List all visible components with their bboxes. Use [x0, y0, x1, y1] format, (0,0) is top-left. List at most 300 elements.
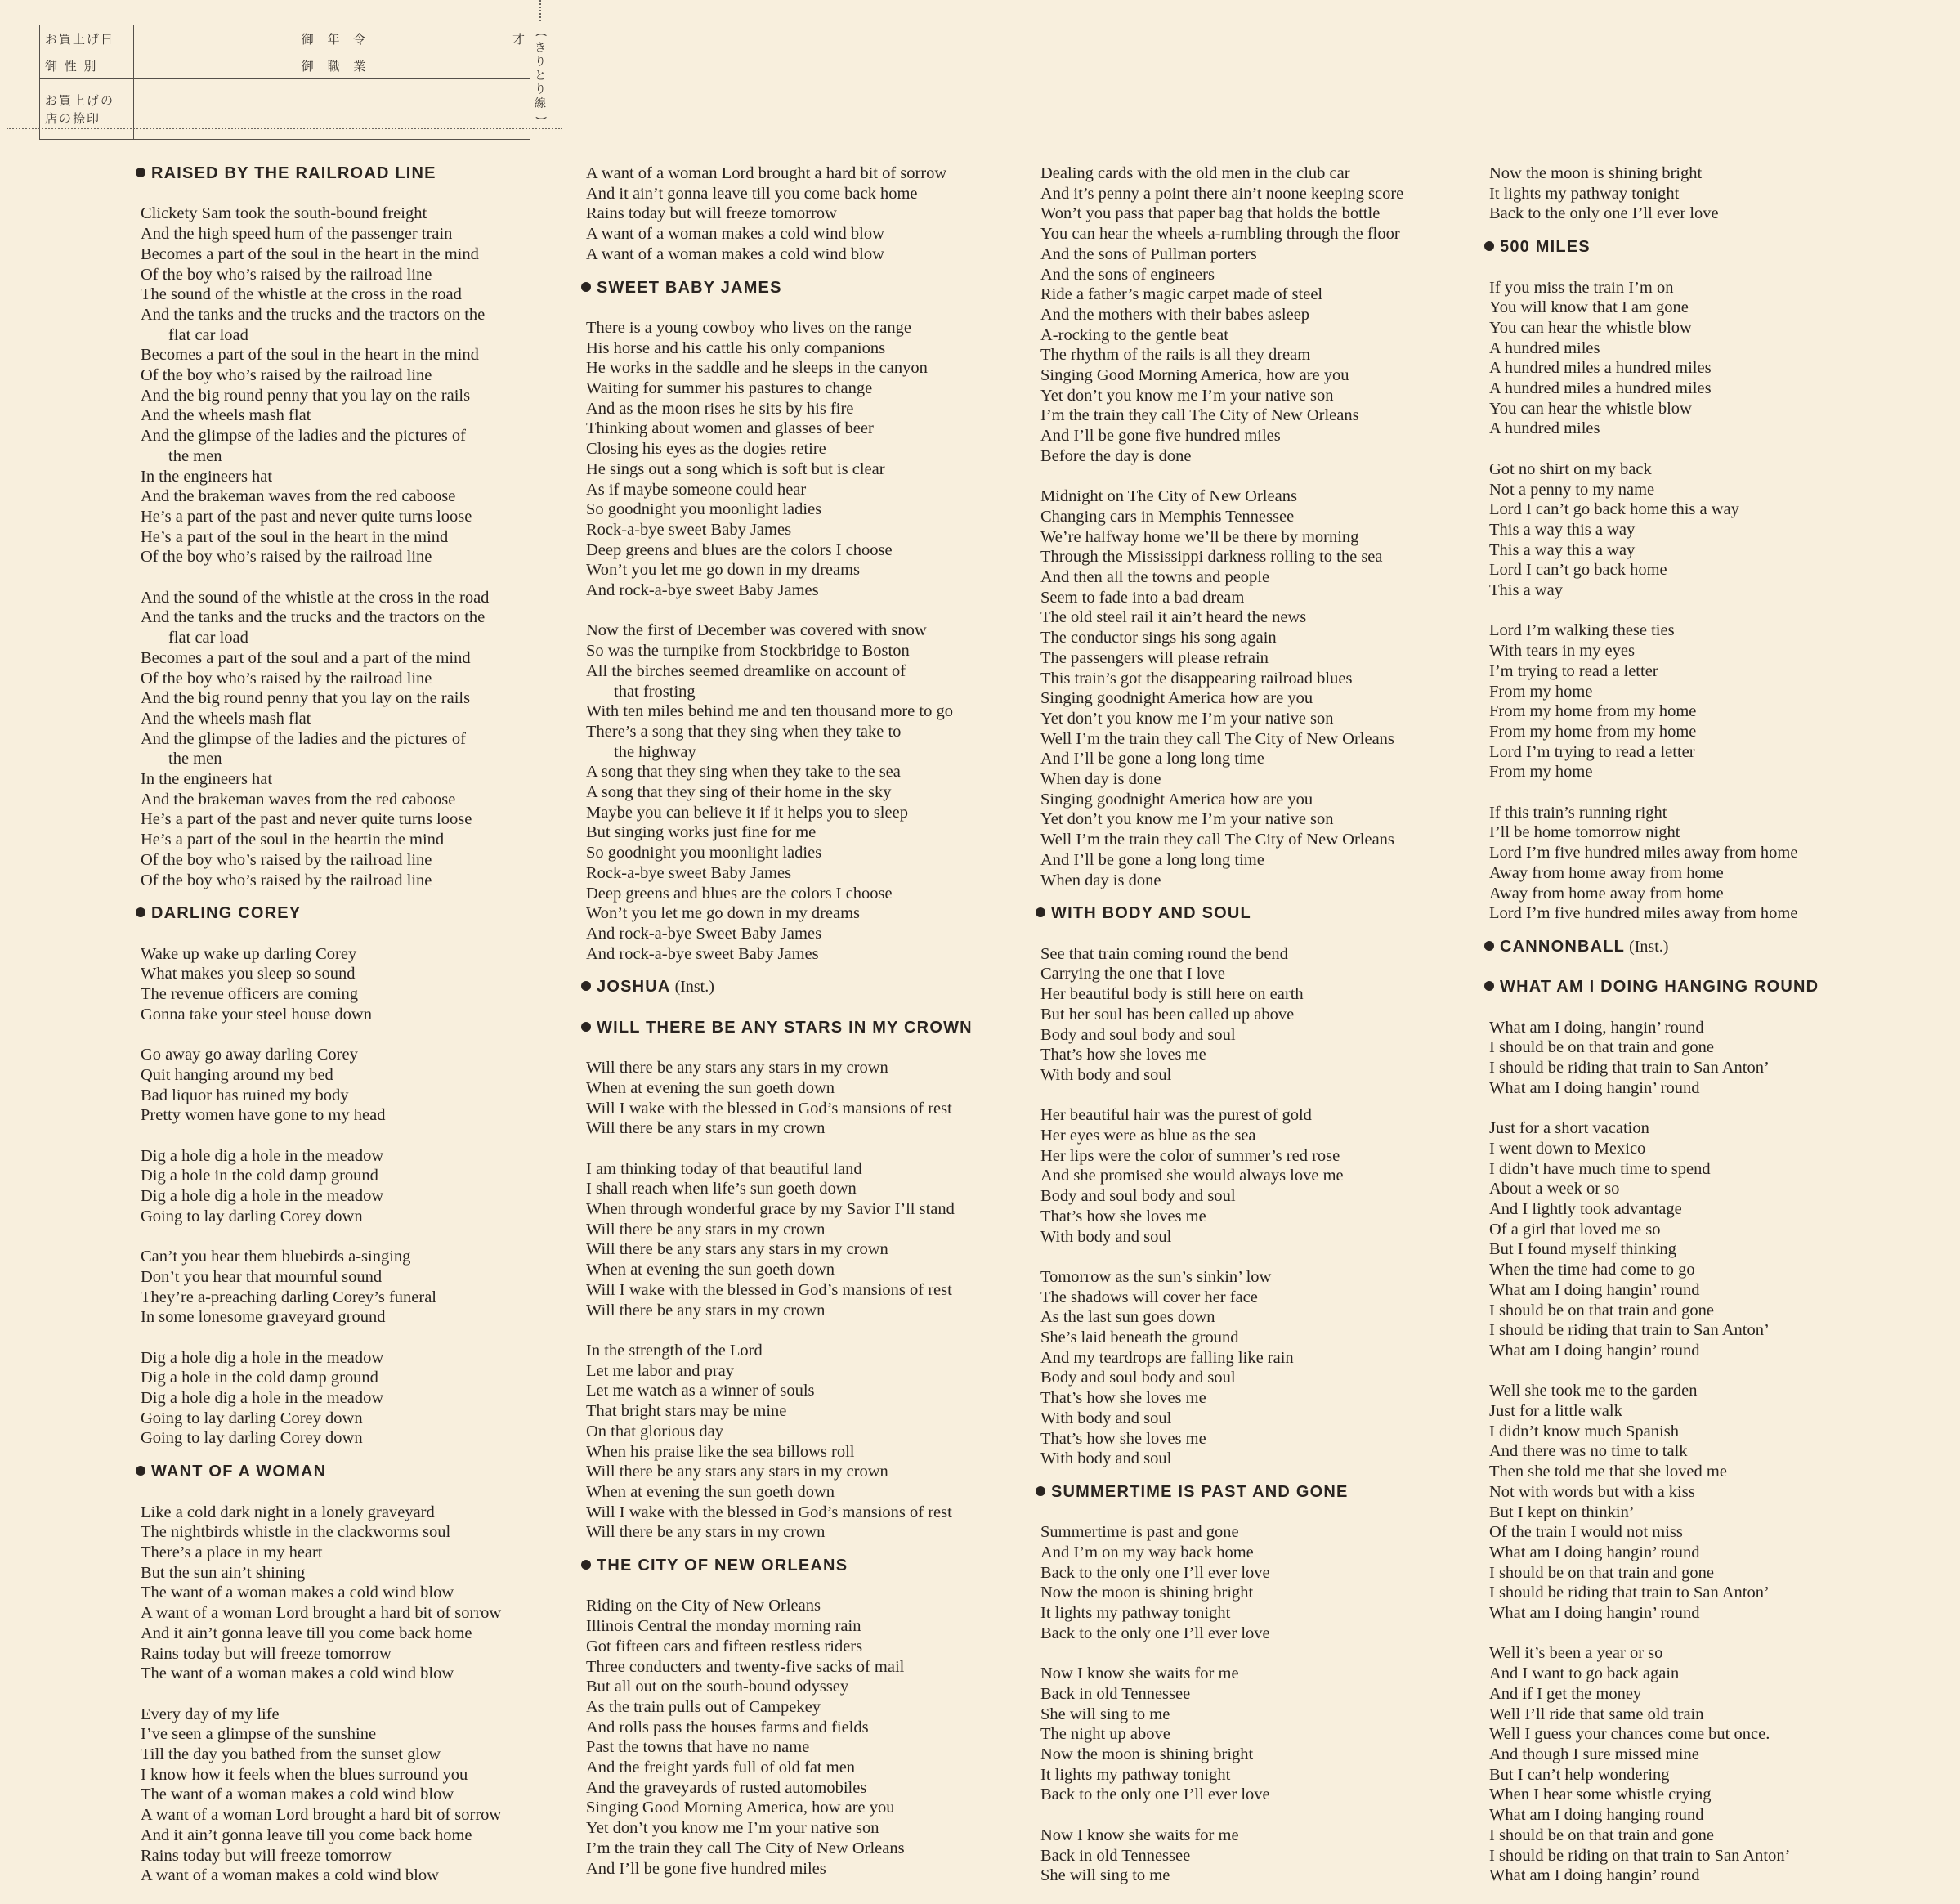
- purchase-date-field[interactable]: [134, 25, 289, 52]
- lyric-line: What am I doing hangin’ round: [1489, 1280, 1700, 1299]
- lyric-line: flat car load: [168, 629, 248, 647]
- lyric-line: Can’t you hear them bluebirds a-singing: [141, 1248, 411, 1266]
- lyric-line: A want of a woman makes a cold wind blow: [586, 225, 884, 244]
- stanza: [141, 588, 582, 891]
- stanza: [586, 1341, 1031, 1543]
- lyric-line: If this train’s running right: [1489, 803, 1667, 822]
- lyric-line: I should be on that train and gone: [1489, 1563, 1714, 1582]
- lyric-line: Back to the only one I’ll ever love: [1040, 1624, 1270, 1642]
- lyric-line: A want of a woman Lord brought a hard bit of sorrow: [141, 1604, 502, 1623]
- store-stamp-label: [40, 79, 134, 140]
- lyric-line: Dealing cards with the old men in the club car: [1040, 164, 1350, 182]
- lyric-line: What am I doing hangin’ round: [1489, 1078, 1700, 1097]
- stanza: [1489, 459, 1947, 601]
- lyric-line: A song that they sing of their home in the sky: [586, 783, 892, 802]
- lyric-line: I know how it feels when the blues surround you: [141, 1765, 468, 1784]
- lyric-line: the men: [168, 750, 222, 768]
- lyric-line: What am I doing hangin’ round: [1489, 1866, 1700, 1885]
- song-title: [1036, 1482, 1482, 1503]
- lyric-line: When at evening the sun goeth down: [586, 1482, 835, 1501]
- lyric-line: And the wheels mash flat: [141, 709, 311, 728]
- lyric-line: Just for a little walk: [1489, 1402, 1622, 1421]
- song-title: [581, 977, 1031, 997]
- song-title: [136, 1462, 582, 1482]
- lyric-line: Lord I can’t go back home this a way: [1489, 500, 1739, 519]
- lyric-line: And rock-a-bye sweet Baby James: [586, 944, 819, 963]
- lyric-line: Now I know she waits for me: [1040, 1664, 1239, 1683]
- lyric-line: Gonna take your steel house down: [141, 1005, 372, 1024]
- lyric-line: But I can’t help wondering: [1489, 1765, 1670, 1784]
- lyric-line: flat car load: [168, 325, 248, 344]
- stanza: [1489, 620, 1947, 782]
- lyric-line: A song that they sing when they take to the sea: [586, 763, 901, 782]
- lyric-line: Now the moon is shining bright: [1040, 1584, 1254, 1602]
- stanza: [1489, 803, 1947, 924]
- lyric-line: And the tanks and the trucks and the tractors on the: [141, 305, 486, 324]
- stanza: [1489, 1018, 1947, 1099]
- lyric-line: Riding on the City of New Orleans: [586, 1597, 821, 1615]
- lyric-line: A hundred miles a hundred miles: [1489, 379, 1712, 398]
- lyric-line: Till the day you bathed from the sunset glow: [141, 1745, 441, 1763]
- lyric-line: Body and soul body and soul: [1040, 1187, 1236, 1206]
- lyric-line: This train’s got the disappearing railroad blues: [1040, 669, 1353, 688]
- lyric-line: Not a penny to my name: [1489, 480, 1655, 499]
- lyric-line: When at evening the sun goeth down: [586, 1078, 835, 1097]
- song-title-text: WILL THERE BE ANY STARS IN MY CROWN: [597, 1018, 973, 1037]
- bullet-icon: [1036, 907, 1045, 917]
- lyric-line: And the freight yards full of old fat men: [586, 1758, 856, 1777]
- lyric-line: With body and soul: [1040, 1409, 1172, 1427]
- stanza: [1489, 164, 1947, 224]
- lyric-line: Ride a father’s magic carpet made of steel: [1040, 285, 1323, 304]
- bullet-icon: [136, 907, 145, 917]
- lyric-line: In the engineers hat: [141, 770, 273, 789]
- lyric-line: Just for a short vacation: [1489, 1119, 1649, 1138]
- lyric-line: As if maybe someone could hear: [586, 480, 807, 499]
- lyric-line: And I’ll be gone a long long time: [1040, 850, 1264, 869]
- song-title-text: 500 MILES: [1500, 238, 1591, 257]
- lyric-line: And rock-a-bye sweet Baby James: [586, 581, 819, 600]
- lyric-line: Waiting for summer his pastures to change: [586, 379, 873, 398]
- lyric-line: In some lonesome graveyard ground: [141, 1308, 386, 1327]
- lyric-line: His horse and his cattle his only companions: [586, 338, 886, 357]
- lyric-line: Now the first of December was covered with snow: [586, 621, 927, 640]
- lyric-line: Will there be any stars any stars in my crown: [586, 1240, 888, 1259]
- lyric-line: Will there be any stars any stars in my crown: [586, 1463, 888, 1481]
- song-title: [581, 278, 1031, 298]
- lyric-line: It lights my pathway tonight: [1489, 184, 1680, 203]
- lyric-line: The old steel rail it ain’t heard the news: [1040, 608, 1307, 627]
- lyric-line: You can hear the whistle blow: [1489, 399, 1692, 418]
- stanza: [1040, 944, 1482, 1086]
- lyric-line: Back to the only one I’ll ever love: [1489, 204, 1719, 223]
- lyric-line: Becomes a part of the soul in the heart in the mind: [141, 346, 479, 365]
- lyric-line: From my home from my home: [1489, 702, 1697, 721]
- lyric-line: He’s a part of the soul in the heartin the mind: [141, 831, 445, 849]
- song-title-text: WHAT AM I DOING HANGING ROUND: [1500, 978, 1819, 997]
- lyric-line: The nightbirds whistle in the clackworms soul: [141, 1523, 451, 1542]
- lyric-line: Pretty women have gone to my head: [141, 1106, 386, 1125]
- lyric-line: Dig a hole dig a hole in the meadow: [141, 1348, 384, 1367]
- lyric-line: Dig a hole in the cold damp ground: [141, 1369, 378, 1387]
- lyric-line: A want of a woman makes a cold wind blow: [141, 1866, 439, 1885]
- stanza: [586, 620, 1031, 964]
- lyric-line: I should be on that train and gone: [1489, 1301, 1714, 1319]
- stanza: [1489, 1118, 1947, 1360]
- bullet-icon: [1484, 241, 1494, 251]
- song-block: [1040, 1482, 1482, 1886]
- song-title: [136, 164, 582, 184]
- lyric-line: With ten miles behind me and ten thousand more to go: [586, 702, 953, 721]
- lyric-line: Won’t you let me go down in my dreams: [586, 904, 861, 923]
- lyric-line: And if I get the money: [1489, 1684, 1642, 1703]
- lyric-line: The want of a woman makes a cold wind blow: [141, 1664, 454, 1683]
- age-field[interactable]: [383, 25, 530, 52]
- stanza: [1489, 1643, 1947, 1885]
- bullet-icon: [581, 1022, 591, 1032]
- cut-line-glyph: 線: [535, 97, 546, 110]
- lyric-line: Away from home away from home: [1489, 863, 1724, 882]
- song-title-text: DARLING COREY: [151, 904, 302, 923]
- lyric-line: And my teardrops are falling like rain: [1040, 1348, 1294, 1367]
- stanza: [1040, 1522, 1482, 1643]
- lyric-line: And then all the towns and people: [1040, 568, 1270, 587]
- lyric-line: Closing his eyes as the dogies retire: [586, 440, 826, 459]
- lyric-line: Deep greens and blues are the colors I choose: [586, 884, 893, 903]
- occupation-field[interactable]: [383, 52, 530, 79]
- song-title: [1484, 937, 1947, 957]
- age-unit: 才: [512, 31, 525, 47]
- lyrics-column-3: [1040, 164, 1482, 1899]
- lyric-line: that frosting: [614, 682, 696, 701]
- lyric-line: And I lightly took advantage: [1489, 1200, 1682, 1219]
- lyric-line: But all out on the south-bound odyssey: [586, 1678, 849, 1696]
- cut-line-glyph: (: [534, 32, 548, 38]
- lyric-line: Well it’s been a year or so: [1489, 1644, 1663, 1663]
- lyric-line: Well I’ll ride that same old train: [1489, 1705, 1704, 1723]
- lyric-line: There’s a song that they sing when they take to: [586, 722, 902, 741]
- lyric-line: They’re a-preaching darling Corey’s funeral: [141, 1288, 437, 1306]
- lyric-line: Every day of my life: [141, 1705, 280, 1723]
- lyric-line: Lord I’m five hundred miles away from home: [1489, 904, 1798, 923]
- lyric-line: Of the train I would not miss: [1489, 1523, 1683, 1542]
- lyric-line: And the high speed hum of the passenger train: [141, 225, 453, 244]
- song-title: [1484, 237, 1947, 258]
- lyric-line: He’s a part of the past and never quite turns loose: [141, 810, 472, 829]
- lyric-line: Wake up wake up darling Corey: [141, 944, 357, 963]
- lyric-line: What am I doing hangin’ round: [1489, 1341, 1700, 1360]
- stanza: [586, 164, 1031, 265]
- stanza: [1040, 486, 1482, 890]
- lyric-line: That bright stars may be mine: [586, 1402, 787, 1421]
- lyric-line: I went down to Mexico: [1489, 1139, 1646, 1158]
- lyric-line: And rolls pass the houses farms and fields: [586, 1718, 869, 1736]
- bullet-icon: [1484, 941, 1494, 951]
- lyric-line: Rock-a-bye sweet Baby James: [586, 863, 792, 882]
- lyric-line: I’m trying to read a letter: [1489, 661, 1658, 680]
- lyric-line: When I hear some whistle crying: [1489, 1785, 1712, 1804]
- lyric-line: Lord I’m five hundred miles away from home: [1489, 844, 1798, 862]
- lyric-line: Well I’m the train they call The City of New Orleans: [1040, 729, 1394, 748]
- song-title: [581, 1018, 1031, 1038]
- lyric-line: Back in old Tennessee: [1040, 1684, 1191, 1703]
- cut-line-glyph: り: [535, 56, 546, 69]
- bullet-icon: [136, 168, 145, 177]
- lyric-line: Dig a hole dig a hole in the meadow: [141, 1187, 384, 1206]
- lyric-line: Back to the only one I’ll ever love: [1040, 1785, 1270, 1804]
- lyric-line: I shall reach when life’s sun goeth down: [586, 1180, 857, 1198]
- lyric-line: Clickety Sam took the south-bound freight: [141, 204, 427, 223]
- purchase-date-label: お買上げ日: [40, 25, 134, 52]
- lyric-line: What am I doing, hangin’ round: [1489, 1018, 1704, 1037]
- lyric-line: This a way this a way: [1489, 540, 1636, 559]
- lyric-line: That’s how she loves me: [1040, 1389, 1206, 1408]
- lyric-line: the men: [168, 446, 222, 465]
- lyric-line: Quit hanging around my bed: [141, 1065, 333, 1084]
- gender-field[interactable]: [134, 52, 289, 79]
- lyric-line: And the brakeman waves from the red caboose: [141, 790, 456, 809]
- stanza: [141, 1045, 582, 1126]
- lyric-line: Her beautiful body is still here on earth: [1040, 985, 1304, 1004]
- lyric-line: Her lips were the color of summer’s red rose: [1040, 1146, 1340, 1165]
- lyric-line: Lord I’m trying to read a letter: [1489, 742, 1695, 761]
- lyric-line: Got no shirt on my back: [1489, 459, 1652, 478]
- stanza: [141, 1503, 582, 1684]
- lyric-line: Going to lay darling Corey down: [141, 1409, 363, 1427]
- lyric-line: And the sons of Pullman porters: [1040, 244, 1257, 263]
- lyric-line: Will there be any stars any stars in my crown: [586, 1059, 888, 1077]
- lyric-line: Will there be any stars in my crown: [586, 1119, 826, 1138]
- lyric-line: Going to lay darling Corey down: [141, 1207, 363, 1225]
- store-stamp-field[interactable]: [134, 79, 530, 140]
- song-block: [1040, 164, 1482, 890]
- bullet-icon: [581, 981, 591, 991]
- song-block: [586, 1018, 1031, 1543]
- lyric-line: Body and soul body and soul: [1040, 1369, 1236, 1387]
- lyric-line: And the tanks and the trucks and the tractors on the: [141, 608, 486, 627]
- lyric-line: You can hear the whistle blow: [1489, 318, 1692, 337]
- purchase-form: [39, 25, 530, 140]
- cut-line-top: [539, 0, 541, 21]
- stanza: [586, 318, 1031, 601]
- lyric-line: That’s how she loves me: [1040, 1429, 1206, 1448]
- cut-line-glyph: と: [535, 69, 546, 83]
- lyric-line: With body and soul: [1040, 1227, 1172, 1246]
- lyric-line: When day is done: [1040, 871, 1161, 889]
- lyric-line: That’s how she loves me: [1040, 1207, 1206, 1225]
- lyric-line: He sings out a song which is soft but is clear: [586, 459, 885, 478]
- lyric-line: Dig a hole dig a hole in the meadow: [141, 1389, 384, 1408]
- lyric-line: A want of a woman makes a cold wind blow: [586, 244, 884, 263]
- store-stamp-label-line2: 店の捺印: [45, 110, 101, 126]
- lyric-line: Yet don’t you know me I’m your native son: [586, 1819, 879, 1838]
- lyric-line: And the big round penny that you lay on the rails: [141, 386, 471, 405]
- lyric-line: Bad liquor has ruined my body: [141, 1086, 349, 1104]
- lyric-line: With body and soul: [1040, 1449, 1172, 1468]
- song-block: [1489, 937, 1947, 957]
- lyric-line: The sound of the whistle at the cross in the road: [141, 285, 462, 304]
- lyric-line: It lights my pathway tonight: [1040, 1604, 1231, 1623]
- lyric-line: This a way: [1489, 581, 1563, 600]
- lyric-line: Changing cars in Memphis Tennessee: [1040, 507, 1295, 526]
- lyric-line: I’ll be home tomorrow night: [1489, 823, 1680, 842]
- lyric-line: Going to lay darling Corey down: [141, 1429, 363, 1448]
- lyric-line: Singing goodnight America how are you: [1040, 689, 1313, 708]
- lyric-line: The conductor sings his song again: [1040, 629, 1277, 647]
- lyric-line: Well I guess your chances come but once.: [1489, 1725, 1770, 1744]
- lyric-line: He’s a part of the past and never quite turns loose: [141, 507, 472, 526]
- lyric-line: Rains today but will freeze tomorrow: [586, 204, 837, 223]
- lyric-line: When his praise like the sea billows roll: [586, 1442, 855, 1461]
- lyric-line: Rains today but will freeze tomorrow: [141, 1644, 392, 1663]
- lyric-line: the highway: [614, 742, 696, 761]
- song-title-text: THE CITY OF NEW ORLEANS: [597, 1557, 848, 1575]
- lyric-line: Rock-a-bye sweet Baby James: [586, 520, 792, 539]
- lyric-line: There is a young cowboy who lives on the range: [586, 318, 911, 337]
- lyric-line: Now the moon is shining bright: [1040, 1745, 1254, 1764]
- lyric-line: This a way this a way: [1489, 520, 1636, 539]
- lyric-line: Will I wake with the blessed in God’s mansions of rest: [586, 1503, 952, 1521]
- lyric-line: I should be on that train and gone: [1489, 1826, 1714, 1844]
- lyric-line: Her eyes were as blue as the sea: [1040, 1127, 1256, 1145]
- lyric-line: I didn’t have much time to spend: [1489, 1159, 1711, 1178]
- song-title-text: WITH BODY AND SOUL: [1051, 904, 1251, 923]
- stanza: [586, 1058, 1031, 1139]
- lyrics-column-2: [586, 164, 1031, 1892]
- stanza: [1489, 278, 1947, 440]
- lyric-line: I’ve seen a glimpse of the sunshine: [141, 1725, 377, 1744]
- song-block: [586, 977, 1031, 997]
- lyric-line: And rock-a-bye Sweet Baby James: [586, 924, 822, 943]
- gender-label: 御 性 別: [40, 52, 134, 79]
- lyric-line: But I found myself thinking: [1489, 1240, 1676, 1259]
- stanza: [141, 1348, 582, 1449]
- instrumental-label: (Inst.): [1625, 937, 1669, 956]
- lyric-line: Summertime is past and gone: [1040, 1523, 1239, 1542]
- song-block: [586, 278, 1031, 965]
- song-block: [1040, 903, 1482, 1469]
- lyric-line: I should be riding that train to San Anton’: [1489, 1584, 1770, 1602]
- lyric-line: If you miss the train I’m on: [1489, 278, 1674, 297]
- song-title-text: SWEET BABY JAMES: [597, 278, 782, 297]
- song-title: [136, 903, 582, 924]
- stanza: [586, 1159, 1031, 1321]
- lyric-line: And the big round penny that you lay on the rails: [141, 689, 471, 708]
- stanza: [586, 1596, 1031, 1879]
- lyric-line: I’m the train they call The City of New Orleans: [586, 1839, 905, 1857]
- bullet-icon: [581, 1560, 591, 1570]
- lyric-line: Her beautiful hair was the purest of gold: [1040, 1106, 1312, 1125]
- lyric-line: With body and soul: [1040, 1065, 1172, 1084]
- lyric-line: The rhythm of the rails is all they dream: [1040, 346, 1311, 365]
- lyric-line: Now I know she waits for me: [1040, 1826, 1239, 1844]
- stanza: [141, 204, 582, 567]
- lyric-line: Of the boy who’s raised by the railroad line: [141, 850, 432, 869]
- stanza: [1040, 1105, 1482, 1247]
- lyric-line: Back to the only one I’ll ever love: [1040, 1563, 1270, 1582]
- lyric-line: The shadows will cover her face: [1040, 1288, 1258, 1306]
- occupation-label: 御 職 業: [289, 52, 383, 79]
- lyric-line: I am thinking today of that beautiful land: [586, 1159, 862, 1178]
- lyric-line: Of the boy who’s raised by the railroad line: [141, 265, 432, 284]
- lyric-line: What am I doing hanging round: [1489, 1806, 1704, 1825]
- lyric-line: And it ain’t gonna leave till you come back home: [586, 184, 918, 203]
- cut-line-glyph: り: [535, 83, 546, 96]
- lyric-line: A-rocking to the gentle beat: [1040, 325, 1228, 344]
- lyric-line: And the brakeman waves from the red caboose: [141, 487, 456, 506]
- lyric-line: Yet don’t you know me I’m your native son: [1040, 386, 1334, 405]
- lyric-line: Away from home away from home: [1489, 884, 1724, 903]
- lyric-line: Well I’m the train they call The City of New Orleans: [1040, 831, 1394, 849]
- lyric-line: Yet don’t you know me I’m your native son: [1040, 810, 1334, 829]
- song-block: [141, 164, 582, 890]
- lyric-line: But I kept on thinkin’: [1489, 1503, 1635, 1521]
- lyrics-column-4: [1489, 164, 1947, 1899]
- song-title-text: WANT OF A WOMAN: [151, 1463, 327, 1481]
- lyric-line: I should be riding that train to San Anton’: [1489, 1059, 1770, 1077]
- lyric-line: Dig a hole in the cold damp ground: [141, 1167, 378, 1185]
- lyric-line: From my home from my home: [1489, 722, 1697, 741]
- lyric-line: Then she told me that she loved me: [1489, 1463, 1727, 1481]
- lyric-line: And though I sure missed mine: [1489, 1745, 1699, 1763]
- lyric-line: Illinois Central the monday morning rain: [586, 1617, 861, 1636]
- lyric-line: Carrying the one that I love: [1040, 965, 1226, 983]
- lyric-line: A want of a woman Lord brought a hard bit of sorrow: [586, 164, 947, 182]
- lyric-line: And as the moon rises he sits by his fire: [586, 399, 854, 418]
- lyric-line: Through the Mississippi darkness rolling to the sea: [1040, 548, 1383, 567]
- lyric-line: And she promised she would always love me: [1040, 1167, 1344, 1185]
- lyric-line: I’m the train they call The City of New Orleans: [1040, 406, 1359, 425]
- lyric-line: So goodnight you moonlight ladies: [586, 844, 822, 862]
- lyric-line: In the strength of the Lord: [586, 1341, 763, 1360]
- lyric-line: Of the boy who’s raised by the railroad line: [141, 669, 432, 688]
- lyric-line: Midnight on The City of New Orleans: [1040, 487, 1297, 506]
- lyric-line: And the sons of engineers: [1040, 265, 1215, 284]
- lyric-line: What makes you sleep so sound: [141, 965, 356, 983]
- lyric-line: She will sing to me: [1040, 1705, 1170, 1723]
- lyric-line: With tears in my eyes: [1489, 642, 1635, 661]
- lyric-line: Not with words but with a kiss: [1489, 1482, 1695, 1501]
- lyric-line: Becomes a part of the soul and a part of the mind: [141, 648, 471, 667]
- lyric-line: The want of a woman makes a cold wind blow: [141, 1584, 454, 1602]
- lyric-line: That’s how she loves me: [1040, 1046, 1206, 1064]
- lyric-line: What am I doing hangin’ round: [1489, 1543, 1700, 1561]
- lyric-line: Of the boy who’s raised by the railroad line: [141, 548, 432, 567]
- lyric-line: And the wheels mash flat: [141, 406, 311, 425]
- cut-line-label: [533, 28, 548, 125]
- lyric-line: And I want to go back again: [1489, 1664, 1680, 1683]
- lyric-line: A hundred miles: [1489, 419, 1600, 438]
- lyric-line: I should be on that train and gone: [1489, 1038, 1714, 1057]
- lyric-line: Thinking about women and glasses of beer: [586, 419, 874, 438]
- lyric-line: Will I wake with the blessed in God’s mansions of rest: [586, 1280, 952, 1299]
- bullet-icon: [136, 1466, 145, 1476]
- lyric-line: Will there be any stars in my crown: [586, 1523, 826, 1542]
- lyric-line: Maybe you can believe it if it helps you to sleep: [586, 803, 908, 822]
- lyric-line: He works in the saddle and he sleeps in the canyon: [586, 359, 928, 378]
- lyric-line: When day is done: [1040, 770, 1161, 789]
- lyric-line: And the glimpse of the ladies and the pictures of: [141, 729, 466, 748]
- lyrics-column-1: [141, 164, 582, 1899]
- lyric-line: The want of a woman makes a cold wind blow: [141, 1785, 454, 1804]
- stanza: [1040, 164, 1482, 467]
- store-stamp-label-line1: お買上げの: [45, 92, 115, 108]
- lyric-line: And the graveyards of rusted automobiles: [586, 1778, 867, 1797]
- lyric-line: Dig a hole dig a hole in the meadow: [141, 1146, 384, 1165]
- lyric-line: I should be riding on that train to San Anton’: [1489, 1846, 1791, 1865]
- lyric-line: Before the day is done: [1040, 446, 1192, 465]
- lyric-line: Three conducters and twenty-five sacks of mail: [586, 1657, 905, 1676]
